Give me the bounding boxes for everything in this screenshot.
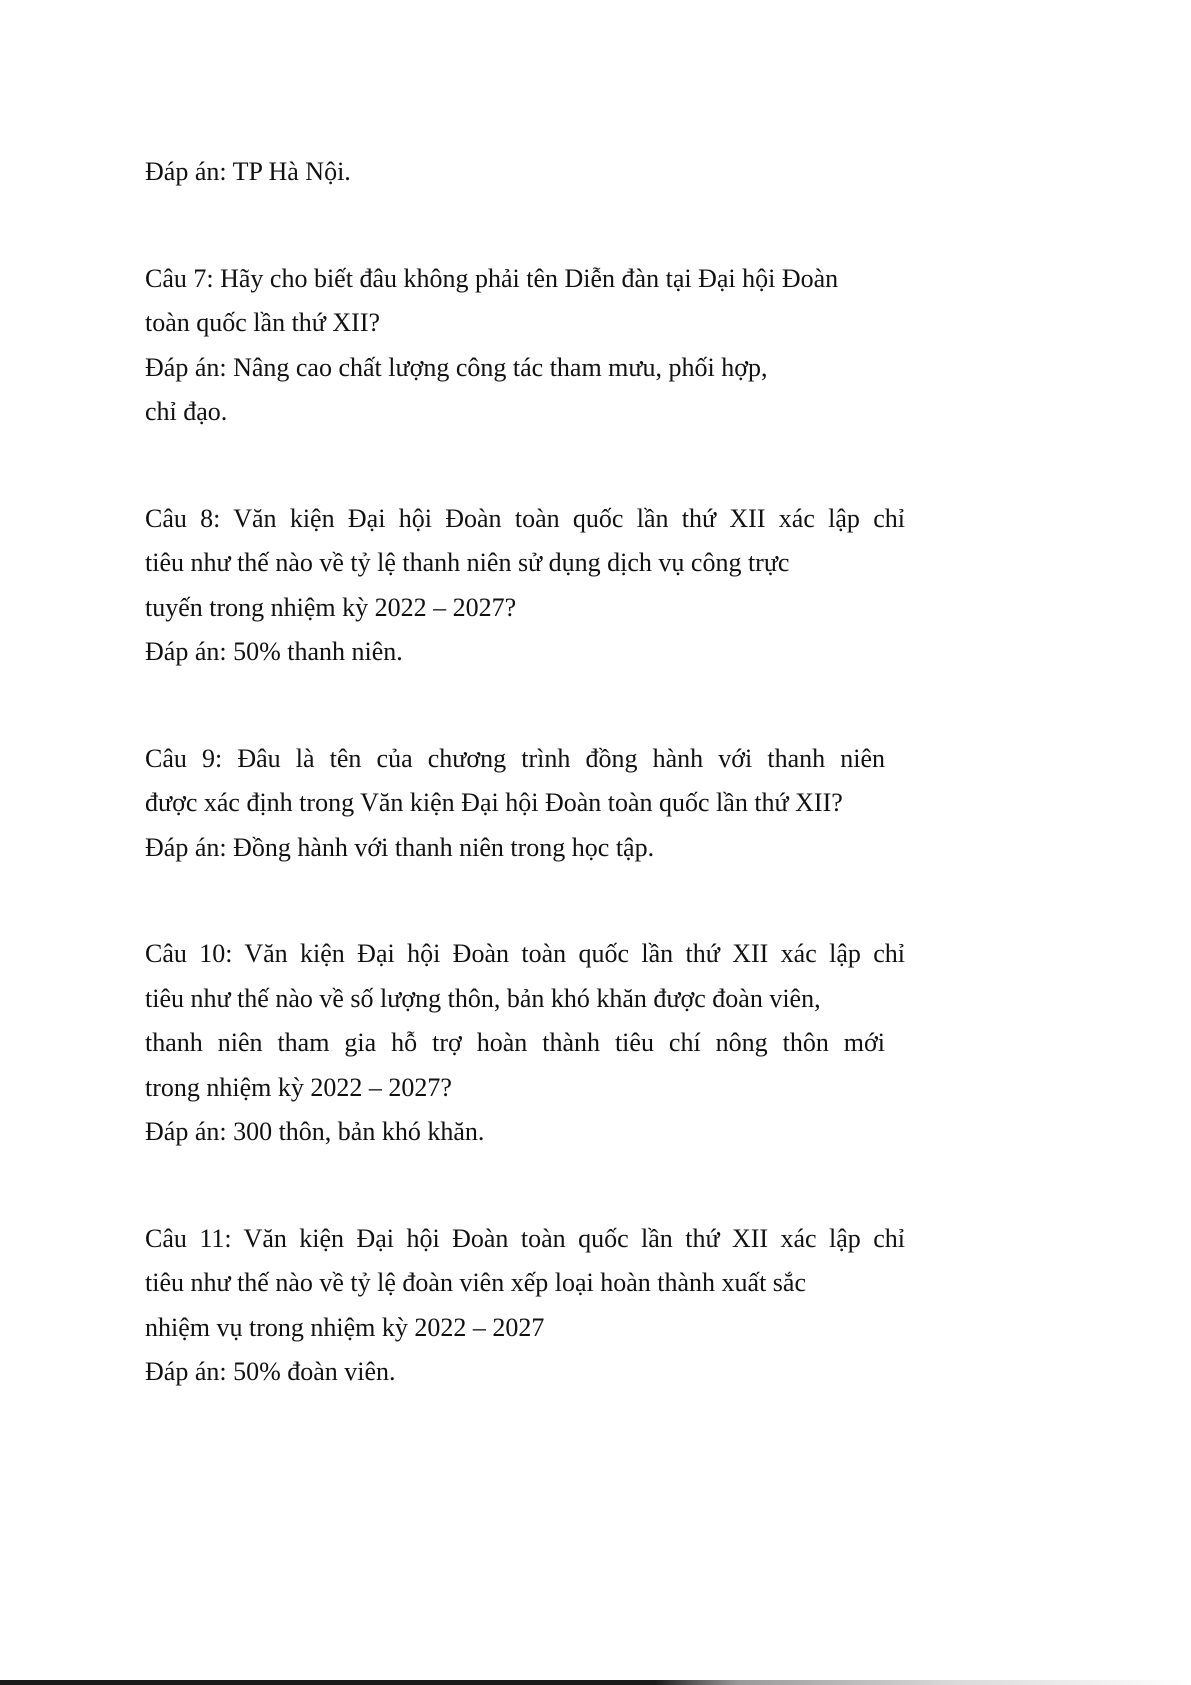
question-text: được xác định trong Văn kiện Đại hội Đoàn toàn quốc lần thứ XII? [145,788,843,817]
question-block-10 [145,932,905,1155]
question-text: thanh niên tham gia hỗ trợ hoàn thành tiêu chí nông thôn mới [145,1028,885,1057]
answer-text: chỉ đạo. [145,397,228,426]
page-bottom-rule [0,1680,1191,1685]
question-text: nhiệm vụ trong nhiệm kỳ 2022 – 2027 [145,1312,545,1342]
question-text: Câu 9: Đâu là tên của chương trình đồng hành với thanh niên [145,743,885,773]
document-body [145,150,905,1395]
answer-text: Đáp án: TP Hà Nội. [145,157,351,186]
answer-text: Đáp án: Nâng cao chất lượng công tác tham mưu, phối hợp, [145,352,768,382]
answer-text: Đáp án: 300 thôn, bản khó khăn. [145,1117,485,1146]
question-text: toàn quốc lần thứ XII? [145,308,381,337]
question-text: Câu 7: Hãy cho biết đâu không phải tên Diễn đàn tại Đại hội Đoàn [145,263,839,293]
question-text: tiêu như thế nào về số lượng thôn, bản khó khăn được đoàn viên, [145,983,821,1013]
question-text: tiêu như thế nào về tỷ lệ thanh niên sử dụng dịch vụ công trực [145,548,790,577]
question-text: tuyến trong nhiệm kỳ 2022 – 2027? [145,592,517,622]
answer-block-6 [145,150,905,195]
question-text: Câu 8: Văn kiện Đại hội Đoàn toàn quốc lần thứ XII xác lập chỉ [145,503,905,533]
answer-text: Đáp án: Đồng hành với thanh niên trong học tập. [145,832,655,862]
question-text: trong nhiệm kỳ 2022 – 2027? [145,1072,452,1102]
question-text: Câu 10: Văn kiện Đại hội Đoàn toàn quốc lần thứ XII xác lập chỉ [145,939,905,968]
answer-text: Đáp án: 50% đoàn viên. [145,1357,396,1386]
answer-text: Đáp án: 50% thanh niên. [145,637,403,666]
question-block-7 [145,257,905,435]
question-block-11 [145,1217,905,1395]
question-block-8 [145,497,905,675]
question-block-9 [145,737,905,871]
question-text: tiêu như thế nào về tỷ lệ đoàn viên xếp loại hoàn thành xuất sắc [145,1268,807,1297]
question-text: Câu 11: Văn kiện Đại hội Đoàn toàn quốc lần thứ XII xác lập chỉ [145,1223,905,1253]
